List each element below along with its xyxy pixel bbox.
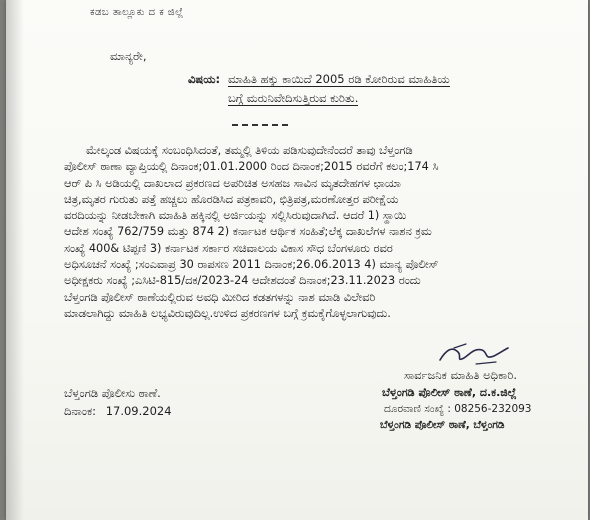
salutation: ಮಾನ್ಯರೇ, bbox=[110, 49, 147, 63]
body-line: ಅಧಿಸೂಚನೆ ಸಂಖ್ಯೆ ;ಸಂಎವಾಪ್ರ 30 ರಾಪಸಣ 2011 ದಿನಾಂಕ;26.06.2013 4) ಮಾನ್ಯ ಪೊಲೀಸ್ bbox=[64, 258, 439, 272]
body-line: ಮೇಲ್ಕಂಡ ವಿಷಯಕ್ಕೆ ಸಂಬಂಧಿಸಿದಂತೆ, ತಮ್ಮಲ್ಲಿ ತಿಳಿಯ ಪಡಿಸುವುದೇನೆಂದರೆ ತಾವು ಬೆಳ್ತಂಗಡಿ bbox=[86, 144, 413, 157]
issue-date-value: 17.09.2024 bbox=[105, 404, 172, 418]
issue-date-label: ದಿನಾಂಕ: bbox=[64, 404, 97, 418]
subject-label: ವಿಷಯ: bbox=[188, 72, 221, 86]
body-line: ಬೆಳ್ತಂಗಡಿ ಪೊಲೀಸ್ ಠಾಣೆಯಲ್ಲಿರುವ ಅವಧಿ ಮೀರಿದ ಕಡತಗಳನ್ನು ನಾಶ ಮಾಡಿ ವಿಲೇವರಿ bbox=[64, 290, 376, 304]
body-line: ಪೊಲೀಸ್ ಠಾಣಾ ವ್ಯಾಪ್ತಿಯಲ್ಲಿ ದಿನಾಂಕ;01.01.2000 ರಿಂದ ದಿನಾಂಕ;2015 ರವರೆಗೆ ಕಲಂ;174 ಸಿ bbox=[64, 160, 439, 174]
header-address: ಕಡಬ ತಾಲ್ಲೂಕು ದ ಕ ಜಿಲ್ಲೆ bbox=[90, 7, 184, 18]
body-line: ಮಾಡಲಾಗಿದ್ದು ಮಾಹಿತಿ ಲಭ್ಯವಿರುವುದಿಲ್ಲ.ಉಳಿದ ಪ್ರಕರಣಗಳ ಬಗ್ಗೆ ಕ್ರಮಕೈಗೊಳ್ಳಲಾಗುವುದು. bbox=[64, 306, 391, 320]
stamp-line-station: ಬೆಳ್ತಂಗಡಿ ಪೊಲೀಸ್ ಠಾಣೆ, ದ.ಕ.ಜಿಲ್ಲೆ bbox=[382, 386, 517, 399]
body-line: ಸಂಖ್ಯೆ 400& ಟಿಪ್ಪಣಿ 3) ಕರ್ನಾಟಕ ಸರ್ಕಾರ ಸಚಿವಾಲಯ ವಿಕಾಸ ಸೌಧ ಬೆಂಗಳೂರು ರವರ bbox=[64, 241, 393, 255]
body-line: ಆದೇಶ ಸಂಖ್ಯೆ 762/759 ಮತ್ತು 874 2) ಕರ್ನಾಟಕ ಆರ್ಥಿಕ ಸಂಹಿತೆ;ಲೆಕ್ಕ ದಾಖಲೆಗಳ ನಾಶನ ಕ್ರಮ bbox=[64, 225, 432, 239]
body-line: ವರದಿಯನ್ನು ನೀಡಬೇಕಾಗಿ ಮಾಹಿತಿ ಹಕ್ಕಿನಲ್ಲಿ ಅರ್ಜಿಯನ್ನು ಸಲ್ಲಿಸಿರುವುದಾಗಿದೆ. ಆದರೆ 1) ಸ್ಥಾಯಿ bbox=[64, 209, 407, 223]
stamp-line-phone: ದೂರವಾಣಿ ಸಂಖ್ಯೆ : 08256-232093 bbox=[384, 403, 532, 415]
officer-title: ಸಾರ್ವಜನಿಕ ಮಾಹಿತಿ ಅಧಿಕಾರಿ. bbox=[404, 368, 518, 382]
stamp-line-office: ಬೆಳ್ತಂಗಡಿ ಪೊಲೀಸ್ ಠಾಣೆ, ಬೆಳ್ತಂಗಡಿ bbox=[380, 419, 505, 431]
subject-line-1: ಮಾಹಿತಿ ಹಕ್ಕು ಕಾಯಿದೆ 2005 ರಡಿ ಕೋರಿರುವ ಮಾಹಿತಿಯ bbox=[228, 72, 450, 86]
document-page bbox=[6, 0, 588, 520]
issuing-office: ಬೆಳ್ತಂಗಡಿ ಪೊಲೀಸು ಠಾಣೆ. bbox=[64, 386, 161, 400]
separator-dashes bbox=[232, 124, 288, 126]
body-paragraph bbox=[64, 143, 580, 322]
issue-date-row bbox=[64, 404, 172, 418]
handwritten-signature bbox=[436, 340, 510, 368]
body-line: ಅಧೀಕ್ಷಕರು ಸಂಖ್ಯೆ ;ಎಸಿಟಿ-815/ದಕ/2023-24 ಆದೇಶದಂತೆ ದಿನಾಂಕ;23.11.2023 ರಂದು bbox=[64, 274, 421, 288]
body-line: ಆರ್ ಪಿ ಸಿ ಅಡಿಯಲ್ಲಿ ದಾಖಲಾದ ಪ್ರಕರಣದ ಅಪರಿಚಿತ ಅಸಹಜ ಸಾವಿನ ಮೃತದೇಹಗಳ ಛಾಯಾ bbox=[64, 176, 401, 190]
subject-line-2: ಬಗ್ಗೆ ಮರುನಿವೇದಿಸುತ್ತಿರುವ ಕುರಿತು. bbox=[228, 91, 359, 105]
page-shadow bbox=[6, 0, 24, 520]
body-line: ಚಿತ್ರ,ಮೃತರ ಗುರುತು ಪತ್ತೆ ಹಚ್ಚಲು ಹೊರಡಿಸಿದ ಪತ್ರಕಾವರಿ, ಛಿತ್ರಿಪತ್ರ,ಮರಣೋತ್ತರ ಪರೀಕ್ಷೆಯ bbox=[64, 192, 399, 206]
